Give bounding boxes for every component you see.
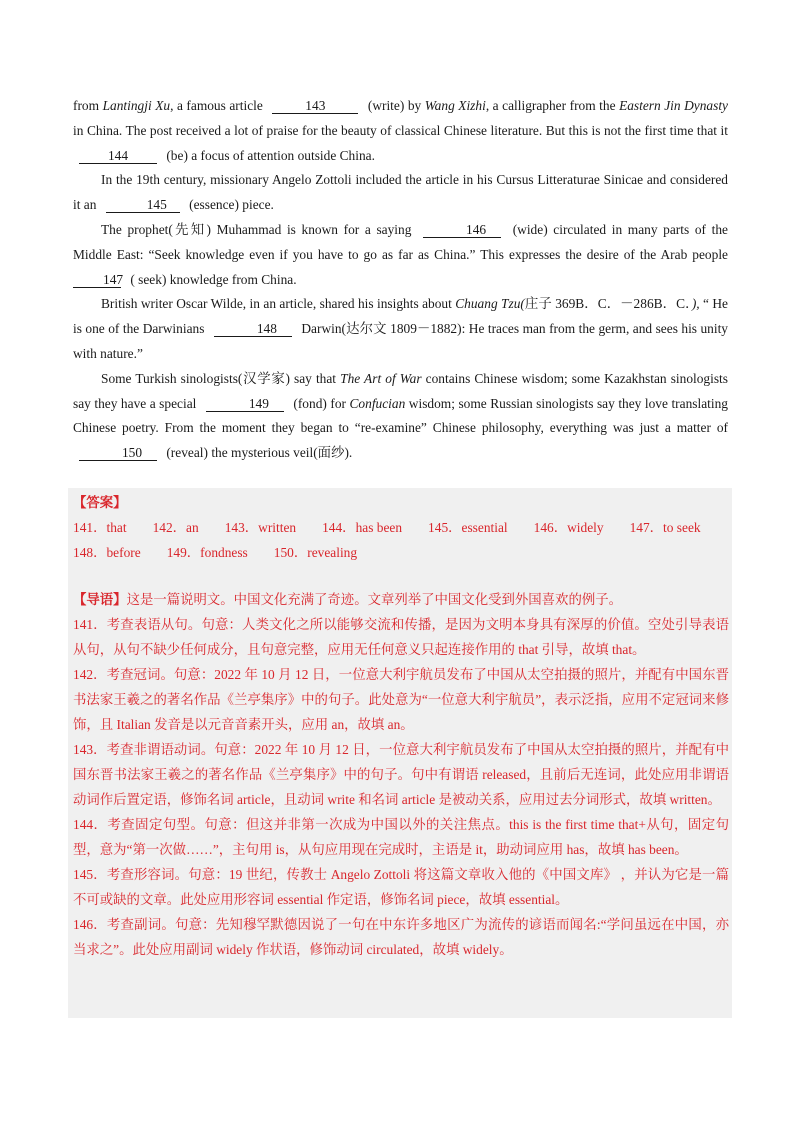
text-italic: Eastern Jin Dynasty — [619, 98, 729, 113]
text: (be) a focus of attention outside China. — [163, 147, 375, 163]
text: from — [73, 98, 103, 113]
answer-item: 150．revealing — [273, 545, 358, 560]
text: The prophet(先知) Muhammad is known for a saying — [101, 221, 418, 237]
text: British writer Oscar Wilde, in an article, shared his insights about — [101, 296, 456, 312]
answer-item: 143．written — [224, 520, 297, 535]
answer-list — [73, 515, 729, 565]
explanation-146: 146．考查副词。句意：先知穆罕默德因说了一句在中东许多地区广为流传的谚语而闻名:“学问虽远在中国，亦当求之”。此处应用副词 widely 作状语，修饰动词 circulated，故填 widely。 — [73, 917, 729, 957]
paragraph-1 — [73, 94, 728, 168]
explanation-143: 143．考查非谓语动词。句意：2022 年 10 月 12 日，一位意大利宇航员发布了中国从太空拍摄的照片，并配有中国东晋书法家王羲之的著名作品《兰亭集序》中的句子。句中有谓语 released，且前后无连词，此处应用非谓语动词作后置定语，修饰名词 article，且动词 write 和名词 article 是被动关系，应用过去分词形式，故填 written。 — [73, 742, 729, 807]
text: (wide) circulated in many parts of the Middle East: “Seek knowledge even if you have to go as far as China.” This expresses the desire of the Arab people — [73, 221, 728, 262]
text-italic: The Art of War — [340, 370, 422, 386]
text-italic: Confucian — [349, 395, 406, 411]
answer-item: 144．has been — [322, 520, 403, 535]
answer-item: 142．an — [152, 520, 199, 535]
intro-heading: 【导语】 — [73, 592, 127, 607]
text: (reveal) the mysterious veil(面纱). — [163, 445, 353, 461]
answer-item: 146．widely — [533, 520, 604, 535]
text: (fond) for — [289, 395, 350, 411]
text: Darwin(达尔文 1809－1882): He traces man from the germ, and sees his unity with nature.” — [73, 321, 729, 361]
paragraph-2 — [73, 168, 728, 218]
explanation-145: 145．考查形容词。句意：19 世纪，传教士 Angelo Zottoli 将这篇文章收入他的《中国文库》 ，并认为它是一篇不可或缺的文章。此处应用形容词 essential 作定语，修饰名词 piece，故填 essential。 — [73, 867, 729, 907]
paragraph-4 — [73, 292, 728, 366]
answer-item: 145．essential — [428, 520, 508, 535]
answer-heading: 【答案】 — [73, 495, 127, 510]
text: 庄子 369B．C．－286B．C． — [524, 296, 692, 312]
text: ( seek) knowledge from China. — [127, 271, 297, 287]
answer-panel — [68, 488, 732, 1018]
explanation-144: 144．考查固定句型。句意：但这并非第一次成为中国以外的关注焦点。this is the first time that+从句，固定句型，意为“第一次做……”，主句用 is，从句应用现在完成时，主语是 it，助动词应用 has，故填 has been。 — [73, 817, 729, 857]
text: in China. The post received a lot of praise for the beauty of classical Chinese literature. But this is not the first time that it — [73, 122, 728, 138]
paragraph-3 — [73, 218, 728, 292]
text-italic: Chuang Tzu( — [455, 296, 525, 312]
text: , a calligrapher from the — [485, 98, 620, 113]
paragraph-5 — [73, 367, 728, 466]
text: “ He is one of the Darwinians — [73, 296, 728, 337]
text: (essence) piece. — [185, 197, 274, 213]
blank-149[interactable]: 149 — [206, 396, 284, 412]
cloze-passage — [73, 94, 728, 466]
text: , a famous article — [170, 98, 267, 113]
blank-145[interactable]: 145 — [106, 197, 180, 213]
blank-147[interactable]: 147 — [73, 272, 121, 288]
text-italic: Wang Xizhi — [424, 98, 486, 113]
answer-item: 148．before — [73, 545, 141, 560]
text-italic: ), — [691, 296, 704, 312]
blank-150[interactable]: 150 — [79, 445, 157, 461]
answer-item: 147．to seek — [629, 520, 701, 535]
answer-item: 141．that — [73, 520, 127, 535]
explanation-142: 142．考查冠词。句意：2022 年 10 月 12 日，一位意大利宇航员发布了中国从太空拍摄的照片，并配有中国东晋书法家王羲之的著名作品《兰亭集序》中的句子。此处意为“一位意大利宇航员”，表示泛指，应用不定冠词来修饰，且 Italian 发音是以元音音素开头，应用 an，故填 an。 — [73, 667, 729, 732]
text: (write) by — [364, 98, 425, 113]
text-italic: Lantingji Xu — [102, 98, 171, 113]
text: In the 19th century, missionary Angelo Zottoli included the article in his Cursus Litteraturae Sinicae and considered it an — [73, 172, 728, 213]
intro-note — [73, 587, 729, 612]
blank-143[interactable]: 143 — [272, 98, 358, 114]
intro-text: 这是一篇说明文。中国文化充满了奇迹。文章列举了中国文化受到外国喜欢的例子。 — [126, 592, 623, 607]
explanation-141: 141．考查表语从句。句意：人类文化之所以能够交流和传播，是因为文明本身具有深厚的价值。空处引导表语从句，从句不缺少任何成分，且句意完整，应用无任何意义只起连接作用的 that 引导，故填 that。 — [73, 617, 729, 657]
text: contains Chinese wisdom; some Kazakhstan sinologists say they have a special — [73, 370, 728, 411]
text: wisdom; some Russian sinologists say they love translating Chinese poetry. From the moment they began to “re-examine” Chinese philosophy, everything was just a matter of — [73, 395, 728, 436]
blank-148[interactable]: 148 — [214, 321, 292, 337]
blank-144[interactable]: 144 — [79, 148, 157, 164]
answer-item: 149．fondness — [166, 545, 248, 560]
blank-146[interactable]: 146 — [423, 222, 501, 238]
text: Some Turkish sinologists(汉学家) say that — [101, 370, 341, 386]
